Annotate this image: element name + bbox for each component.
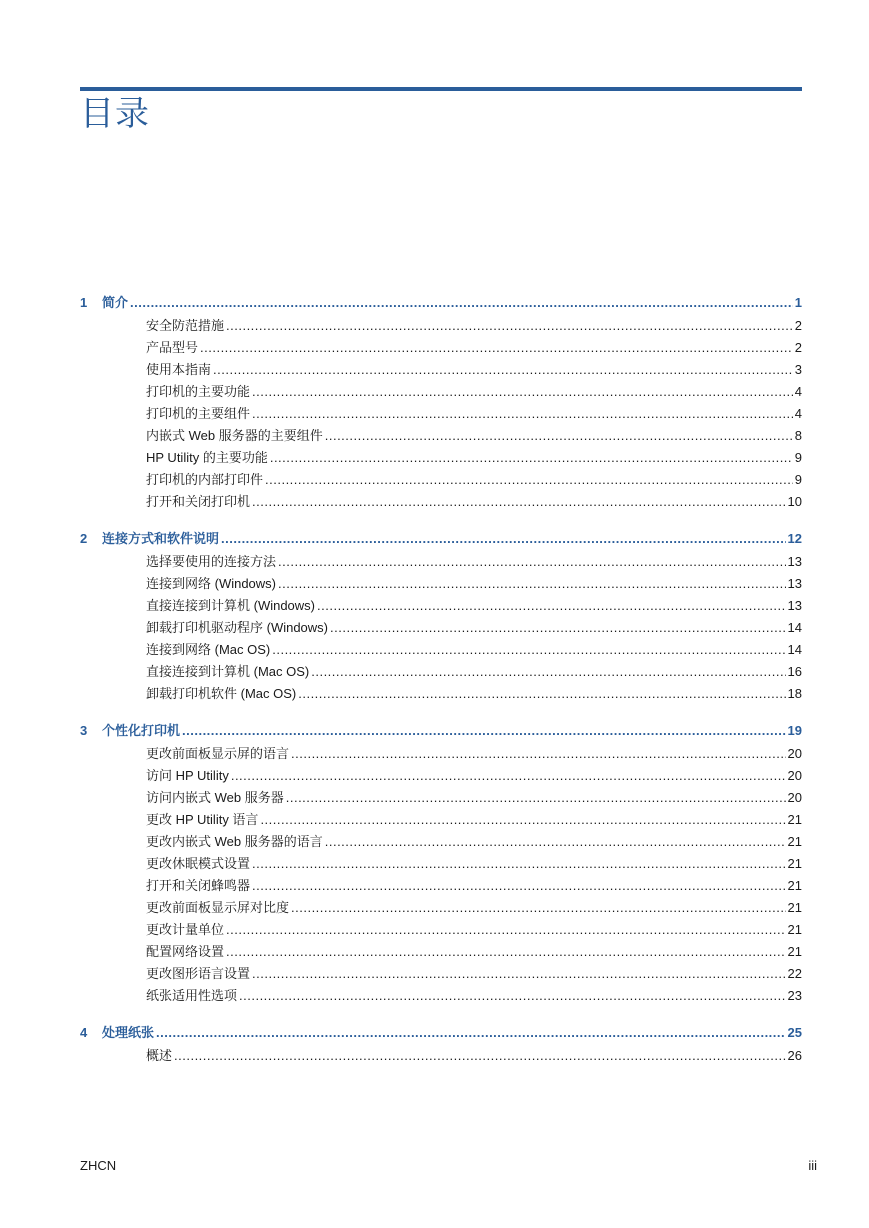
section-page-number: 2: [794, 318, 802, 333]
dot-leader: [317, 595, 786, 617]
footer-page-number: iii: [808, 1158, 817, 1173]
toc-section-link[interactable]: [80, 683, 802, 705]
dot-leader: [330, 617, 786, 639]
section-page-number: 13: [787, 598, 802, 613]
toc-section-link[interactable]: [80, 617, 802, 639]
toc-chapter-link[interactable]: [80, 529, 802, 548]
title-rule: [80, 87, 802, 91]
section-title: 更改内嵌式 Web 服务器的语言: [146, 834, 323, 849]
dot-leader: [291, 897, 786, 919]
section-page-number: 16: [787, 664, 802, 679]
section-page-number: 4: [794, 384, 802, 399]
toc-chapter-link[interactable]: [80, 1023, 802, 1042]
dot-leader: [265, 469, 793, 491]
chapter-title: 个性化打印机: [102, 723, 181, 738]
dot-leader: [270, 447, 793, 469]
toc-section-link[interactable]: [80, 1045, 802, 1067]
toc-chapter: [80, 1023, 802, 1067]
dot-leader: [278, 573, 786, 595]
section-page-number: 3: [794, 362, 802, 377]
section-title: 访问内嵌式 Web 服务器: [146, 790, 284, 805]
dot-leader: [311, 661, 785, 683]
toc-section-link[interactable]: [80, 425, 802, 447]
section-title: 选择要使用的连接方法: [146, 554, 277, 569]
dot-leader: [156, 1023, 786, 1042]
toc-section-link[interactable]: [80, 765, 802, 787]
dot-leader: [252, 491, 786, 513]
section-page-number: 10: [787, 494, 802, 509]
toc-section-link[interactable]: [80, 787, 802, 809]
section-title: 访问 HP Utility: [146, 768, 229, 783]
section-title: 纸张适用性选项: [146, 988, 238, 1003]
chapter-title: 连接方式和软件说明: [102, 531, 220, 546]
chapter-page-number: 19: [787, 723, 802, 738]
toc-section-link[interactable]: [80, 639, 802, 661]
section-page-number: 2: [794, 340, 802, 355]
chapter-number: 4: [80, 1025, 88, 1040]
dot-leader: [252, 403, 793, 425]
section-title: 更改休眠模式设置: [146, 856, 251, 871]
toc-chapter-link[interactable]: [80, 721, 802, 740]
dot-leader: [213, 359, 793, 381]
toc-section-link[interactable]: [80, 469, 802, 491]
toc-section-link[interactable]: [80, 337, 802, 359]
section-title: 更改前面板显示屏的语言: [146, 746, 290, 761]
section-title: 概述: [146, 1048, 173, 1063]
section-page-number: 13: [787, 576, 802, 591]
section-page-number: 21: [787, 922, 802, 937]
section-page-number: 21: [787, 944, 802, 959]
chapter-page-number: 25: [787, 1025, 802, 1040]
toc-section-link[interactable]: [80, 941, 802, 963]
section-page-number: 22: [787, 966, 802, 981]
toc-section-link[interactable]: [80, 853, 802, 875]
section-page-number: 20: [787, 768, 802, 783]
dot-leader: [221, 529, 786, 548]
dot-leader: [272, 639, 785, 661]
toc-section-link[interactable]: [80, 359, 802, 381]
toc-section-link[interactable]: [80, 743, 802, 765]
dot-leader: [182, 721, 786, 740]
chapter-number: 2: [80, 531, 88, 546]
dot-leader: [226, 315, 793, 337]
section-title: 更改前面板显示屏对比度: [146, 900, 290, 915]
toc-section-link[interactable]: [80, 985, 802, 1007]
section-title: 打开和关闭打印机: [146, 494, 251, 509]
toc-section-link[interactable]: [80, 875, 802, 897]
dot-leader: [252, 875, 786, 897]
section-title: 连接到网络 (Windows): [146, 576, 277, 591]
dot-leader: [226, 941, 786, 963]
chapter-title: 处理纸张: [102, 1025, 155, 1040]
toc-section-link[interactable]: [80, 963, 802, 985]
section-page-number: 21: [787, 812, 802, 827]
toc-chapter-link[interactable]: [80, 293, 802, 312]
dot-leader: [200, 337, 793, 359]
section-page-number: 21: [787, 834, 802, 849]
section-page-number: 20: [787, 746, 802, 761]
section-page-number: 14: [787, 620, 802, 635]
dot-leader: [298, 683, 785, 705]
section-title: 连接到网络 (Mac OS): [146, 642, 271, 657]
section-title: HP Utility 的主要功能: [146, 450, 268, 465]
toc-section-link[interactable]: [80, 381, 802, 403]
chapter-number: 1: [80, 295, 88, 310]
section-title: 打印机的内部打印件: [146, 472, 264, 487]
section-page-number: 26: [787, 1048, 802, 1063]
section-title: 产品型号: [146, 340, 199, 355]
footer-language-code: ZHCN: [80, 1158, 117, 1173]
section-title: 卸载打印机驱动程序 (Windows): [146, 620, 329, 635]
section-page-number: 18: [787, 686, 802, 701]
section-page-number: 21: [787, 900, 802, 915]
dot-leader: [252, 963, 786, 985]
section-title: 打印机的主要组件: [146, 406, 251, 421]
dot-leader: [325, 425, 793, 447]
section-title: 配置网络设置: [146, 944, 225, 959]
chapter-page-number: 12: [787, 531, 802, 546]
section-title: 直接连接到计算机 (Windows): [146, 598, 316, 613]
section-title: 卸载打印机软件 (Mac OS): [146, 686, 297, 701]
dot-leader: [252, 853, 786, 875]
toc-section-link[interactable]: [80, 831, 802, 853]
section-title: 打印机的主要功能: [146, 384, 251, 399]
section-page-number: 21: [787, 878, 802, 893]
section-title: 内嵌式 Web 服务器的主要组件: [146, 428, 323, 443]
section-page-number: 23: [787, 988, 802, 1003]
toc-section-link[interactable]: [80, 595, 802, 617]
toc-section-link[interactable]: [80, 661, 802, 683]
section-page-number: 14: [787, 642, 802, 657]
dot-leader: [325, 831, 786, 853]
toc-chapter: [80, 529, 802, 705]
section-page-number: 9: [794, 472, 802, 487]
section-page-number: 8: [794, 428, 802, 443]
section-title: 打开和关闭蜂鸣器: [146, 878, 251, 893]
section-title: 安全防范措施: [146, 318, 225, 333]
chapter-page-number: 1: [794, 295, 802, 310]
section-title: 更改图形语言设置: [146, 966, 251, 981]
dot-leader: [226, 919, 786, 941]
toc-section-link[interactable]: [80, 447, 802, 469]
section-title: 更改计量单位: [146, 922, 225, 937]
toc-section-link[interactable]: [80, 573, 802, 595]
page-title: 目录: [80, 95, 150, 133]
toc-chapter: [80, 721, 802, 1007]
toc-section-link[interactable]: [80, 809, 802, 831]
section-page-number: 20: [787, 790, 802, 805]
toc-section-link[interactable]: [80, 551, 802, 573]
chapter-number: 3: [80, 723, 88, 738]
section-page-number: 4: [794, 406, 802, 421]
section-page-number: 21: [787, 856, 802, 871]
section-title: 直接连接到计算机 (Mac OS): [146, 664, 310, 679]
dot-leader: [252, 381, 793, 403]
section-title: 更改 HP Utility 语言: [146, 812, 259, 827]
chapter-title: 简介: [102, 295, 129, 310]
dot-leader: [260, 809, 785, 831]
table-of-contents: [80, 293, 802, 1083]
dot-leader: [239, 985, 786, 1007]
toc-section-link[interactable]: [80, 919, 802, 941]
section-title: 使用本指南: [146, 362, 212, 377]
section-page-number: 13: [787, 554, 802, 569]
toc-section-link[interactable]: [80, 403, 802, 425]
dot-leader: [174, 1045, 786, 1067]
dot-leader: [286, 787, 786, 809]
toc-section-link[interactable]: [80, 491, 802, 513]
section-page-number: 9: [794, 450, 802, 465]
dot-leader: [278, 551, 786, 573]
dot-leader: [130, 293, 793, 312]
toc-section-link[interactable]: [80, 897, 802, 919]
toc-chapter: [80, 293, 802, 513]
toc-section-link[interactable]: [80, 315, 802, 337]
dot-leader: [291, 743, 786, 765]
dot-leader: [231, 765, 786, 787]
